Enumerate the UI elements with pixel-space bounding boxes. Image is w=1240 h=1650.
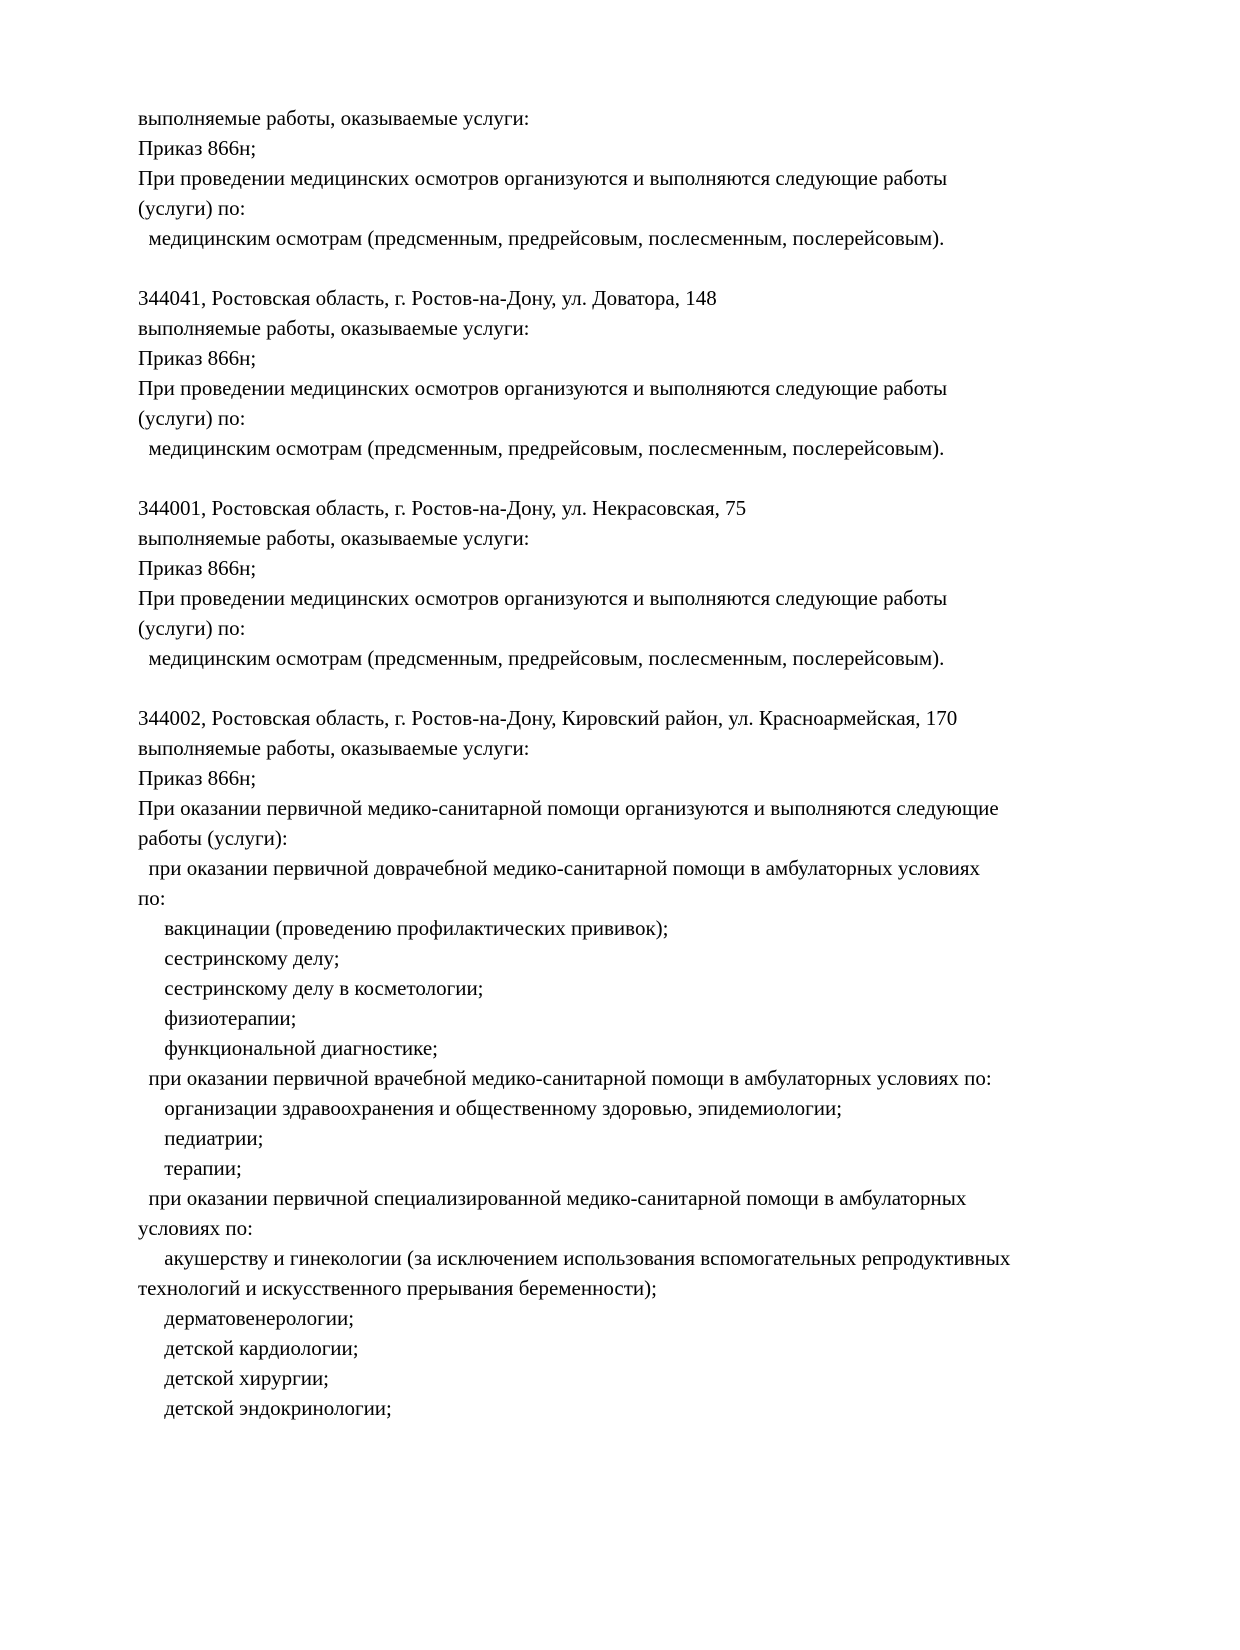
text-line: медицинским осмотрам (предсменным, предрейсовым, послесменным, послерейсовым). [138,436,945,460]
text-line: терапии; [138,1156,242,1180]
text-line: При проведении медицинских осмотров организуются и выполняются следующие работы [138,376,948,400]
text-line: выполняемые работы, оказываемые услуги: [138,736,530,760]
text-block [138,283,1180,463]
text-line: 344002, Ростовская область, г. Ростов-на-Дону, Кировский район, ул. Красноармейская, 170 [138,706,958,730]
text-line: организации здравоохранения и общественному здоровью, эпидемиологии; [138,1096,843,1120]
text-line: детской кардиологии; [138,1336,359,1360]
text-line: (услуги) по: [138,406,246,430]
text-line: педиатрии; [138,1126,264,1150]
text-line: при оказании первичной доврачебной медико-санитарной помощи в амбулаторных условиях [138,856,981,880]
text-line: Приказ 866н; [138,136,257,160]
text-line: по: [138,886,166,910]
text-block [138,493,1180,673]
text-line: (услуги) по: [138,616,246,640]
text-block [138,103,1180,253]
text-line: при оказании первичной врачебной медико-санитарной помощи в амбулаторных условиях по: [138,1066,992,1090]
text-line: акушерству и гинекологии (за исключением использования вспомогательных репродуктивных [138,1246,1011,1270]
text-line: условиях по: [138,1216,253,1240]
text-line: работы (услуги): [138,826,288,850]
text-line: физиотерапии; [138,1006,297,1030]
text-line: Приказ 866н; [138,556,257,580]
text-line: При проведении медицинских осмотров организуются и выполняются следующие работы [138,166,948,190]
text-line: детской эндокринологии; [138,1396,392,1420]
text-line: вакцинации (проведению профилактических прививок); [138,916,669,940]
text-line: выполняемые работы, оказываемые услуги: [138,106,530,130]
text-line: Приказ 866н; [138,766,257,790]
text-block [138,703,1180,1423]
text-line: При оказании первичной медико-санитарной помощи организуются и выполняются следующие [138,796,999,820]
text-line: (услуги) по: [138,196,246,220]
text-line: 344041, Ростовская область, г. Ростов-на-Дону, ул. Доватора, 148 [138,286,717,310]
text-line: медицинским осмотрам (предсменным, предрейсовым, послесменным, послерейсовым). [138,646,945,670]
text-line: дерматовенерологии; [138,1306,355,1330]
text-line: сестринскому делу в косметологии; [138,976,484,1000]
text-line: функциональной диагностике; [138,1036,438,1060]
text-line: При проведении медицинских осмотров организуются и выполняются следующие работы [138,586,948,610]
text-line: выполняемые работы, оказываемые услуги: [138,316,530,340]
text-line: детской хирургии; [138,1366,330,1390]
text-line: сестринскому делу; [138,946,340,970]
text-line: выполняемые работы, оказываемые услуги: [138,526,530,550]
text-line: медицинским осмотрам (предсменным, предрейсовым, послесменным, послерейсовым). [138,226,945,250]
document-body [138,103,1180,1423]
text-line: 344001, Ростовская область, г. Ростов-на-Дону, ул. Некрасовская, 75 [138,496,747,520]
text-line: технологий и искусственного прерывания беременности); [138,1276,657,1300]
text-line: Приказ 866н; [138,346,257,370]
text-line: при оказании первичной специализированной медико-санитарной помощи в амбулаторных [138,1186,967,1210]
